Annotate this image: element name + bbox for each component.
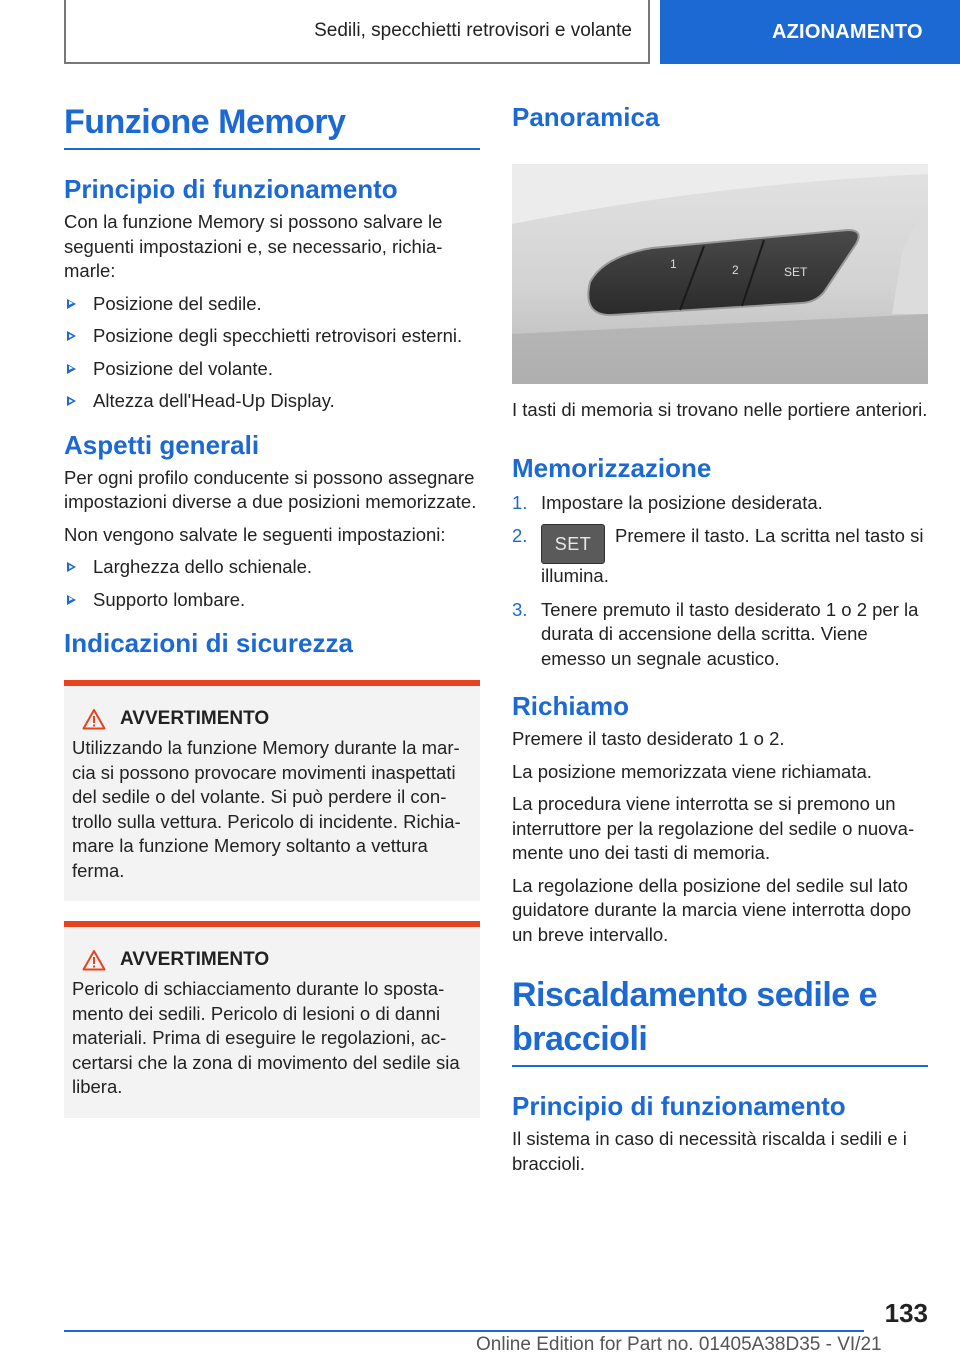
step-number: 1.: [512, 491, 528, 513]
svg-text:SET: SET: [784, 265, 808, 279]
footer-edition: Online Edition for Part no. 01405A38D35 - VI/21: [476, 1334, 882, 1355]
principio2-text: Il sistema in caso di necessità riscalda i sedili e i braccioli.: [512, 1128, 907, 1174]
warning-title-2: AVVERTIMENTO: [72, 949, 470, 971]
step-number: 2.: [512, 525, 528, 546]
page-number: 133: [884, 1298, 928, 1328]
bullet-triangle-icon: [67, 595, 76, 605]
section-title: Sedili, specchietti retrovisori e volante: [314, 20, 632, 41]
sicurezza-heading: Indicazioni di sicurezza: [64, 628, 353, 658]
richiamo-text-2: La posizione memorizzata viene richiamata.: [512, 760, 872, 782]
aspetti-list: [64, 555, 480, 612]
principio-list: [64, 292, 480, 414]
aspetti-text-2: Non vengono salvate le seguenti impostazioni:: [64, 523, 446, 545]
list-item: Posizione del sedile.: [64, 292, 480, 317]
warning-box-2: [64, 921, 480, 1118]
list-item: [512, 491, 928, 516]
bullet-triangle-icon: [67, 299, 76, 309]
list-item: Posizione degli specchietti retrovisori esterni.: [64, 324, 480, 349]
list-item: Supporto lombare.: [64, 588, 480, 613]
memorizzazione-heading: Memorizzazione: [512, 452, 712, 483]
bullet-triangle-icon: [67, 364, 76, 374]
right-column: [512, 100, 928, 1184]
bullet-triangle-icon: [67, 331, 76, 341]
step-text: Impostare la posizione desiderata.: [541, 491, 823, 513]
principio-heading: Principio di funzionamento: [64, 174, 398, 204]
svg-text:2: 2: [732, 263, 739, 277]
memory-heading: Funzione Memory: [64, 103, 346, 141]
set-key-icon: SET: [541, 524, 605, 564]
richiamo-text-4: La regolazione della posizione del sedile sul lato guidatore durante la marcia viene interrotta dopo un breve intervallo.: [512, 874, 912, 945]
photo-button-label: [732, 263, 739, 277]
riscaldamento-heading: Riscaldamento sedile e braccioli: [512, 976, 878, 1059]
panoramica-heading: Panoramica: [512, 102, 660, 132]
svg-text:1: 1: [670, 257, 677, 271]
richiamo-text-3: La procedura viene interrotta se si premono un interruttore per la regolazione del sedile o nuovamente uno dei tasti di memoria.: [512, 793, 915, 864]
richiamo-text-1: Premere il tasto desiderato 1 o 2.: [512, 728, 785, 750]
list-item: Altezza dell'Head-Up Display.: [64, 389, 480, 414]
header-section-title: [64, 0, 650, 64]
list-item: [512, 524, 928, 589]
step-number: 3.: [512, 598, 528, 620]
principio-text: Con la funzione Memory si possono salvare le seguenti impostazioni e, se necessario, richiamarle:: [64, 211, 443, 281]
photo-button-label: [784, 265, 808, 279]
list-item: [512, 598, 928, 672]
bullet-triangle-icon: [67, 396, 76, 406]
panoramica-text: I tasti di memoria si trovano nelle portiere anteriori.: [512, 399, 928, 420]
warning-triangle-icon: [82, 949, 106, 971]
tab-label: AZIONAMENTO: [772, 20, 923, 43]
left-column: [64, 100, 480, 1138]
warning-text-2: Pericolo di schiacciamento durante lo spostamento dei sedili. Pericolo di lesioni o di danni materiali. Prima di eseguire le regolazioni, accertarsi che la zona di movimento del sedile sia libera.: [72, 978, 460, 1097]
memorizzazione-steps: [512, 491, 928, 672]
memory-buttons-photo: [512, 164, 928, 384]
footer-rule: [64, 1330, 864, 1332]
list-item: Posizione del volante.: [64, 357, 480, 382]
bullet-triangle-icon: [67, 562, 76, 572]
list-item: Larghezza dello schienale.: [64, 555, 480, 580]
aspetti-text-1: Per ogni profilo conducente si possono assegnare impostazioni diverse a due posizioni memorizzate.: [64, 466, 477, 512]
principio2-heading: Principio di funzionamento: [512, 1091, 846, 1122]
aspetti-heading: Aspetti generali: [64, 429, 260, 460]
warning-text-1: Utilizzando la funzione Memory durante la marcia si possono provocare movimenti inaspettati del sedile o del volante. Si può perdere il controllo sulla vettura. Pericolo di incidente. Richiamare la funzione Memory soltanto a vettura ferma.: [72, 737, 461, 881]
photo-button-label: [670, 257, 677, 271]
riscaldamento-heading-block: [512, 973, 928, 1067]
header-tab: [660, 0, 960, 64]
warning-box-1: [64, 680, 480, 901]
richiamo-heading: Richiamo: [512, 691, 630, 722]
memory-heading-block: [64, 100, 480, 150]
warning-title-1: AVVERTIMENTO: [72, 708, 470, 730]
step-text: Premere il tasto. La scritta nel tasto si illumina.: [541, 525, 924, 587]
warning-triangle-icon: [82, 708, 106, 730]
step-text: Tenere premuto il tasto desiderato 1 o 2 per la durata di accensione della scritta. Viene emesso un segnale acustico.: [541, 598, 919, 669]
